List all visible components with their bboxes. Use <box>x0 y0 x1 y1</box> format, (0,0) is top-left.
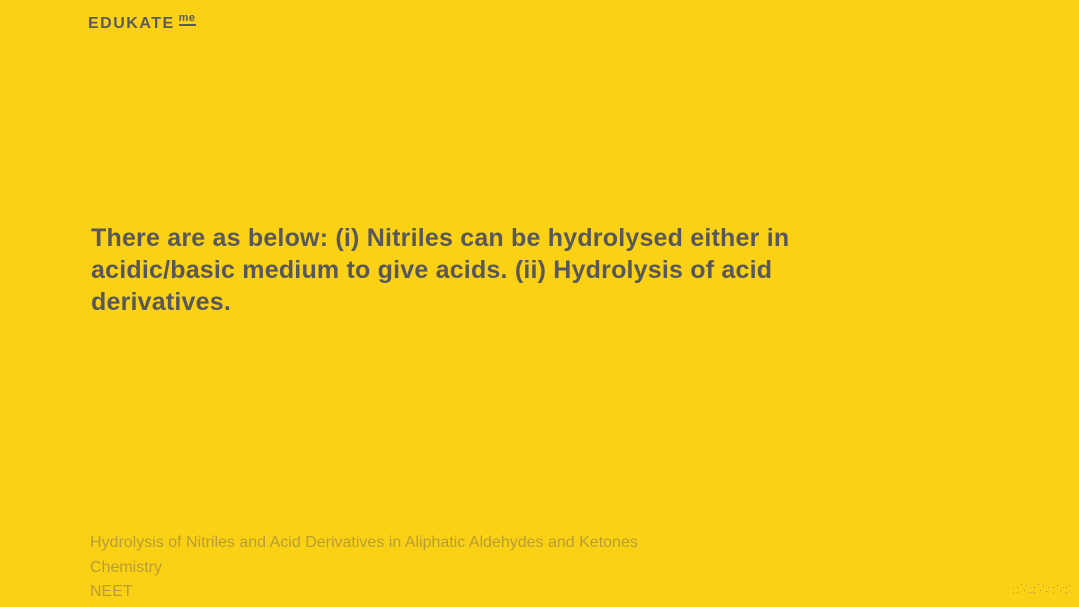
lesson-title: Hydrolysis of Nitriles and Acid Derivatives in Aliphatic Aldehydes and Ketones <box>90 534 638 551</box>
answer-text-line-1: There are as below: (i) Nitriles can be hydrolysed either in <box>91 224 790 252</box>
answer-text-line-3: derivatives. <box>91 288 231 316</box>
watermark-dots <box>1012 584 1013 585</box>
lesson-exam: NEET <box>90 583 133 601</box>
lesson-meta <box>90 531 638 605</box>
answer-text-line-2: acidic/basic medium to give acids. (ii) Hydrolysis of acid <box>91 256 773 284</box>
lesson-subject: Chemistry <box>90 558 163 576</box>
edukate-logo <box>88 13 196 33</box>
edukate-logo-suffix: me <box>178 12 196 24</box>
edukate-logo-brand: EDUKATE <box>88 15 175 32</box>
answer-text <box>91 222 921 318</box>
